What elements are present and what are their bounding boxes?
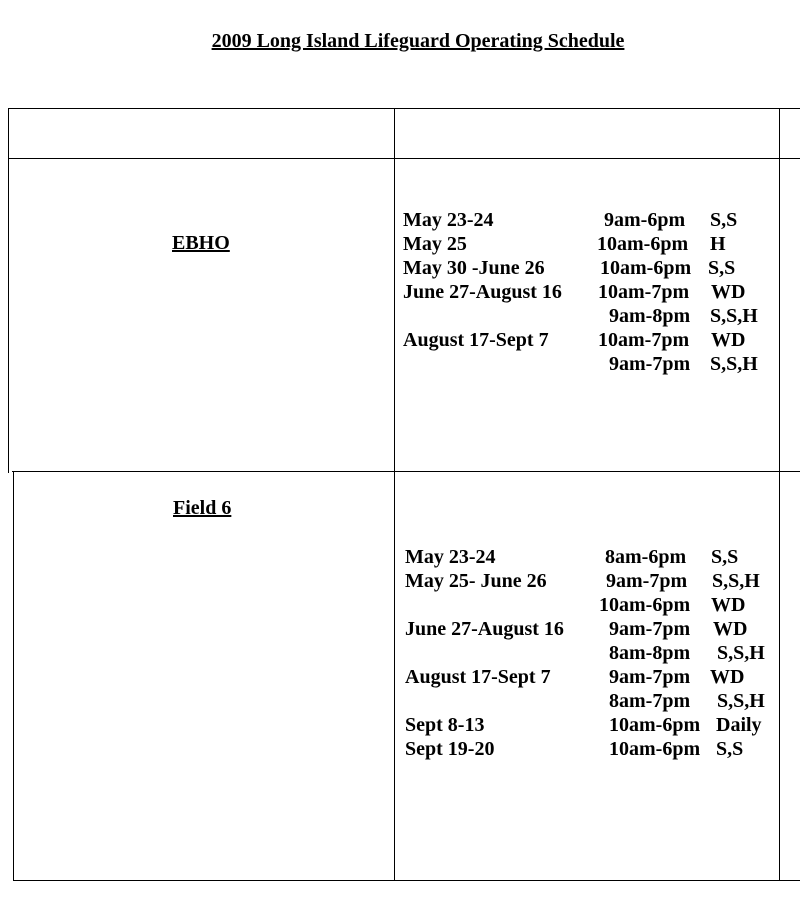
- schedule-hours: 10am-7pm: [598, 281, 690, 303]
- schedule-hours: 9am-8pm: [609, 305, 691, 327]
- schedule-days: S,S: [716, 738, 744, 760]
- schedule-dates: May 23-24: [403, 209, 494, 231]
- schedule-dates: June 27-August 16: [405, 618, 564, 640]
- schedule-hours: 10am-7pm: [598, 329, 690, 351]
- schedule-dates: Sept 19-20: [405, 738, 495, 760]
- table-bottom-border: [14, 880, 800, 881]
- document-title: 2009 Long Island Lifeguard Operating Schedule: [211, 30, 625, 52]
- column-divider-2: [779, 108, 780, 881]
- schedule-hours: 9am-7pm: [609, 618, 691, 640]
- schedule-days: S,S,H: [710, 353, 758, 375]
- location-name-field-6: Field 6: [173, 497, 232, 519]
- table-top-border: [8, 108, 800, 109]
- schedule-dates: August 17-Sept 7: [405, 666, 551, 688]
- schedule-days: Daily: [716, 714, 762, 736]
- row-divider: [12, 471, 800, 472]
- schedule-dates: May 30 -June 26: [403, 257, 545, 279]
- schedule-hours: 9am-7pm: [609, 666, 691, 688]
- schedule-hours: 10am-6pm: [609, 738, 701, 760]
- table-left-border-lower: [13, 471, 14, 881]
- schedule-days: WD: [711, 594, 746, 616]
- schedule-hours: 9am-6pm: [604, 209, 686, 231]
- schedule-dates: June 27-August 16: [403, 281, 562, 303]
- schedule-dates: May 25- June 26: [405, 570, 547, 592]
- schedule-hours: 8am-6pm: [605, 546, 687, 568]
- schedule-dates: Sept 8-13: [405, 714, 485, 736]
- schedule-days: H: [710, 233, 726, 255]
- schedule-dates: May 25: [403, 233, 467, 255]
- schedule-days: S,S: [710, 209, 738, 231]
- column-divider-1: [394, 108, 395, 881]
- schedule-hours: 8am-8pm: [609, 642, 691, 664]
- schedule-days: WD: [711, 329, 746, 351]
- schedule-hours: 10am-6pm: [600, 257, 692, 279]
- schedule-hours: 9am-7pm: [606, 570, 688, 592]
- schedule-hours: 8am-7pm: [609, 690, 691, 712]
- schedule-dates: August 17-Sept 7: [403, 329, 549, 351]
- schedule-days: WD: [711, 281, 746, 303]
- table-left-border: [8, 108, 9, 473]
- schedule-days: S,S: [708, 257, 736, 279]
- schedule-days: S,S,H: [712, 570, 760, 592]
- schedule-days: S,S: [711, 546, 739, 568]
- schedule-hours: 10am-6pm: [609, 714, 701, 736]
- schedule-dates: May 23-24: [405, 546, 496, 568]
- schedule-hours: 9am-7pm: [609, 353, 691, 375]
- schedule-days: WD: [713, 618, 748, 640]
- schedule-hours: 10am-6pm: [599, 594, 691, 616]
- schedule-hours: 10am-6pm: [597, 233, 689, 255]
- schedule-days: S,S,H: [710, 305, 758, 327]
- schedule-days: WD: [710, 666, 745, 688]
- schedule-days: S,S,H: [717, 690, 765, 712]
- header-row-divider: [8, 158, 800, 159]
- schedule-days: S,S,H: [717, 642, 765, 664]
- location-name-ebho: EBHO: [172, 232, 230, 254]
